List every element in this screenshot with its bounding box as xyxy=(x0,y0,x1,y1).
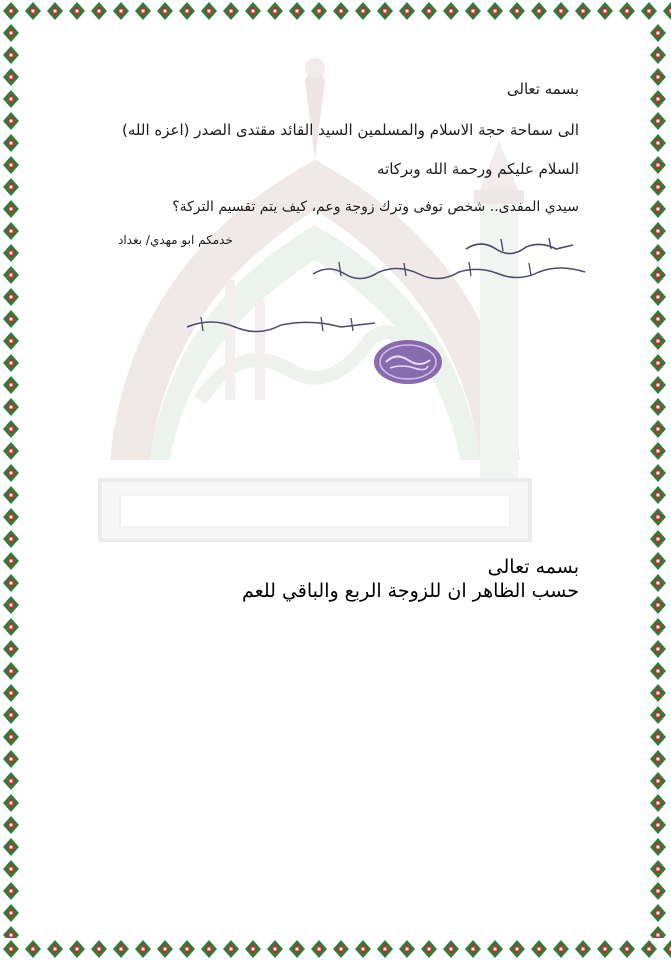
handwritten-date xyxy=(181,313,381,335)
letter-greeting: السلام عليكم ورحمة الله وبركاته xyxy=(377,160,579,178)
letter-addressee: الى سماحة حجة الاسلام والمسلمين السيد القائد مقتدى الصدر (اعزه الله) xyxy=(122,121,579,139)
decorative-border-bottom xyxy=(0,938,671,960)
handwritten-ruling xyxy=(309,258,589,284)
letter-signature: خدمكم ابو مهدي/ بغداد xyxy=(118,233,233,247)
letter-header: بسمه تعالى xyxy=(506,80,579,98)
decorative-border-left xyxy=(0,22,24,938)
decorative-border-right xyxy=(647,22,671,938)
decorative-border-top xyxy=(0,0,671,22)
handwritten-header xyxy=(461,235,581,257)
official-seal xyxy=(372,338,444,386)
reply-header: بسمه تعالى xyxy=(487,556,579,578)
letter-question: سيدي المفدى.. شخص توفى وترك زوجة وعم، كيف يتم تقسيم التركة؟ xyxy=(172,199,579,215)
reply-ruling: حسب الظاهر ان للزوجة الربع والباقي للعم xyxy=(242,580,579,602)
watermark-logo xyxy=(90,40,540,560)
